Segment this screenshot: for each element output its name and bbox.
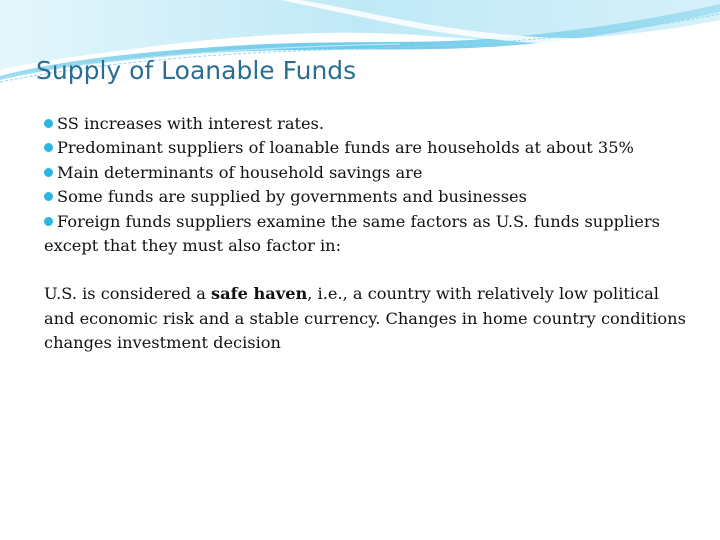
bullet-dot-icon bbox=[44, 119, 53, 128]
bullet-text: SS increases with interest rates. bbox=[57, 114, 325, 133]
bullet-dot-icon bbox=[44, 192, 53, 201]
safe-haven-note bbox=[44, 282, 694, 355]
bullet-item bbox=[44, 161, 694, 185]
bullet-dot-icon bbox=[44, 217, 53, 226]
bullet-dot-icon bbox=[44, 168, 53, 177]
note-emphasis-term: safe haven bbox=[211, 284, 308, 304]
slide-body bbox=[44, 112, 694, 372]
bullet-dot-icon bbox=[44, 143, 53, 152]
header-swoosh-decoration bbox=[0, 0, 720, 100]
bullet-text: Some funds are supplied by governments and businesses bbox=[57, 187, 527, 207]
note-text-before: U.S. is considered a bbox=[44, 284, 212, 304]
bullet-item bbox=[44, 210, 694, 259]
bullet-text: Predominant suppliers of loanable funds are households at about 35% bbox=[57, 138, 634, 158]
note-text-after: , i.e., a country with relatively low political and economic risk and a stable currency. Changes in home country conditions changes investment decision bbox=[44, 284, 686, 353]
bullet-item bbox=[44, 185, 694, 209]
bullet-item bbox=[44, 112, 694, 136]
bullet-item bbox=[44, 136, 694, 160]
bullet-text: Main determinants of household savings are bbox=[57, 162, 423, 182]
slide-title: Supply of Loanable Funds bbox=[36, 56, 357, 85]
bullet-text: Foreign funds suppliers examine the same factors as U.S. funds suppliers except that they must also factor in: bbox=[44, 211, 660, 256]
